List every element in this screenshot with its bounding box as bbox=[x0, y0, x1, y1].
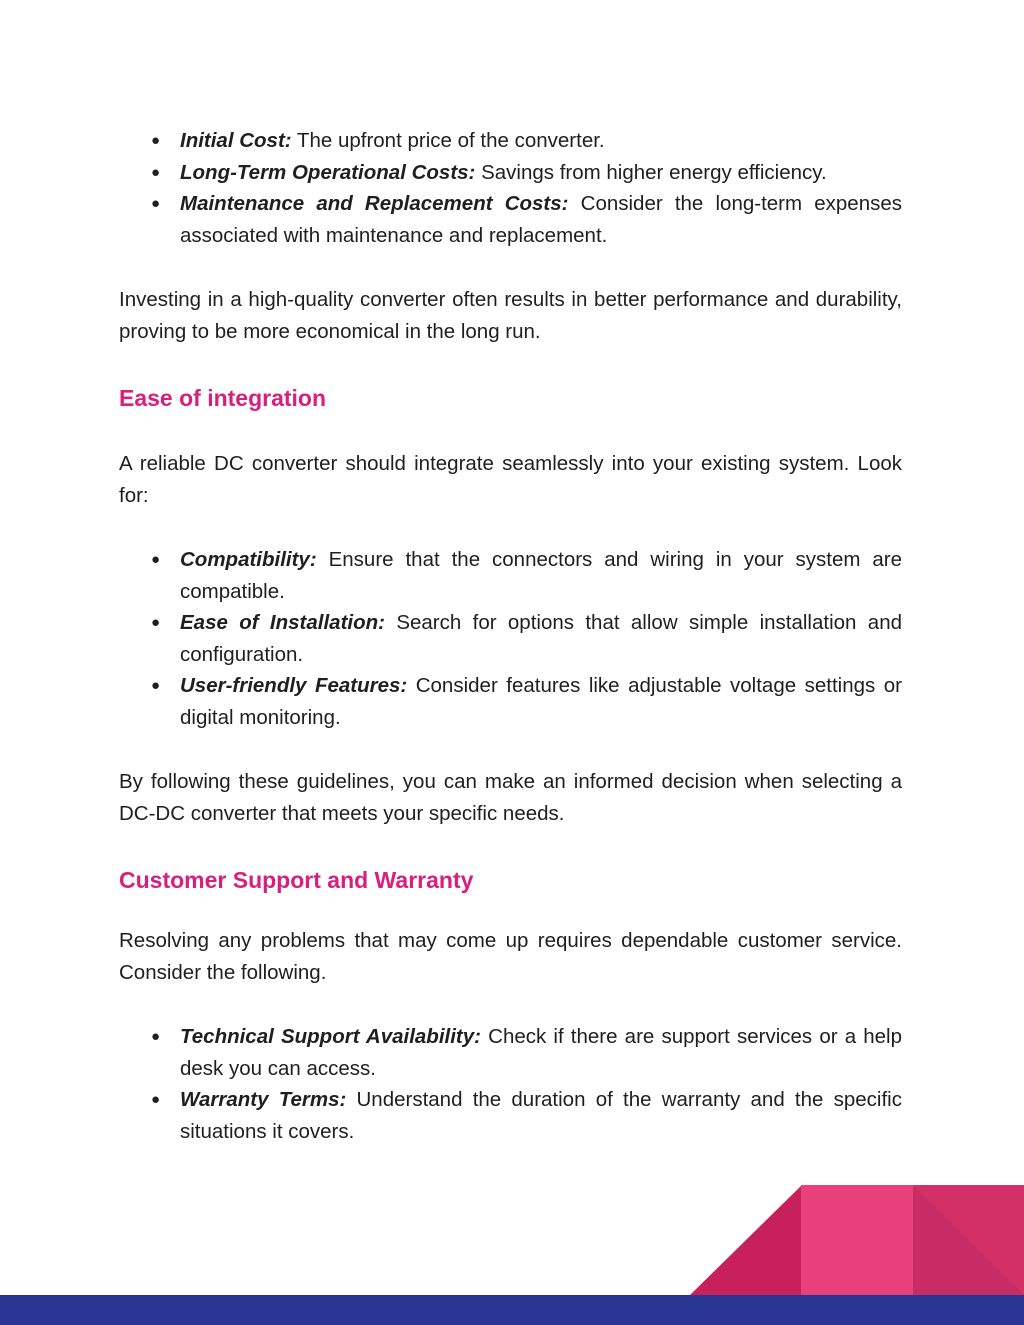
support-list bbox=[119, 1021, 902, 1147]
list-item bbox=[119, 670, 902, 733]
footer-bar bbox=[0, 1295, 1024, 1325]
list-item bbox=[119, 1084, 902, 1147]
corner-decoration bbox=[690, 1185, 1024, 1295]
list-term: Long-Term Operational Costs: bbox=[180, 160, 476, 184]
list-text: Consider the long-term expenses associated with maintenance and replacement. bbox=[180, 192, 902, 247]
list-term: Warranty Terms: bbox=[180, 1088, 347, 1111]
bullet-icon: ● bbox=[151, 163, 161, 181]
paragraph-investing: Investing in a high-quality converter often results in better performance and durability, proving to be more economical in the long run. bbox=[119, 288, 902, 343]
list-text: Savings from higher energy efficiency. bbox=[475, 160, 827, 184]
list-text: Understand the duration of the warranty and the specific situations it covers. bbox=[180, 1088, 902, 1143]
list-text: Consider features like adjustable voltage settings or digital monitoring. bbox=[180, 674, 902, 729]
deco-triangle-left bbox=[690, 1185, 802, 1295]
list-term: Initial Cost: bbox=[180, 129, 292, 152]
heading-ease-of-integration: Ease of integration bbox=[119, 385, 327, 411]
list-term: Ease of Installation: bbox=[180, 611, 385, 634]
paragraph-integration: A reliable DC converter should integrate seamlessly into your existing system. Look for: bbox=[119, 452, 902, 507]
bullet-icon: ● bbox=[151, 132, 161, 149]
list-item bbox=[119, 125, 902, 157]
paragraph-guidelines: By following these guidelines, you can make an informed decision when selecting a DC-DC converter that meets your specific needs. bbox=[119, 770, 902, 825]
integration-list bbox=[119, 544, 902, 733]
bullet-icon: ● bbox=[151, 195, 161, 212]
list-item bbox=[119, 188, 902, 251]
list-item bbox=[119, 1021, 902, 1084]
list-term: Technical Support Availability: bbox=[180, 1025, 481, 1048]
paragraph-support: Resolving any problems that may come up requires dependable customer service. Consider the following. bbox=[119, 929, 902, 984]
list-item bbox=[119, 544, 902, 607]
list-text: Check if there are support services or a help desk you can access. bbox=[180, 1025, 903, 1080]
cost-list bbox=[119, 125, 902, 251]
bullet-icon: ● bbox=[151, 551, 161, 568]
list-term: Compatibility: bbox=[180, 548, 317, 571]
list-item bbox=[119, 157, 902, 189]
list-term: User-friendly Features: bbox=[180, 674, 408, 697]
list-item bbox=[119, 607, 902, 670]
heading-customer-support: Customer Support and Warranty bbox=[119, 867, 474, 893]
list-text: The upfront price of the converter. bbox=[291, 129, 605, 152]
list-term: Maintenance and Replacement Costs: bbox=[180, 192, 569, 215]
bullet-icon: ● bbox=[151, 1028, 161, 1045]
bullet-icon: ● bbox=[151, 1091, 161, 1108]
list-text: Ensure that the connectors and wiring in your system are compatible. bbox=[180, 548, 902, 603]
bullet-icon: ● bbox=[151, 614, 161, 631]
deco-square-middle bbox=[801, 1185, 914, 1295]
list-text: Search for options that allow simple installation and configuration. bbox=[180, 611, 902, 666]
bullet-icon: ● bbox=[151, 677, 161, 694]
document-body bbox=[119, 120, 902, 1147]
